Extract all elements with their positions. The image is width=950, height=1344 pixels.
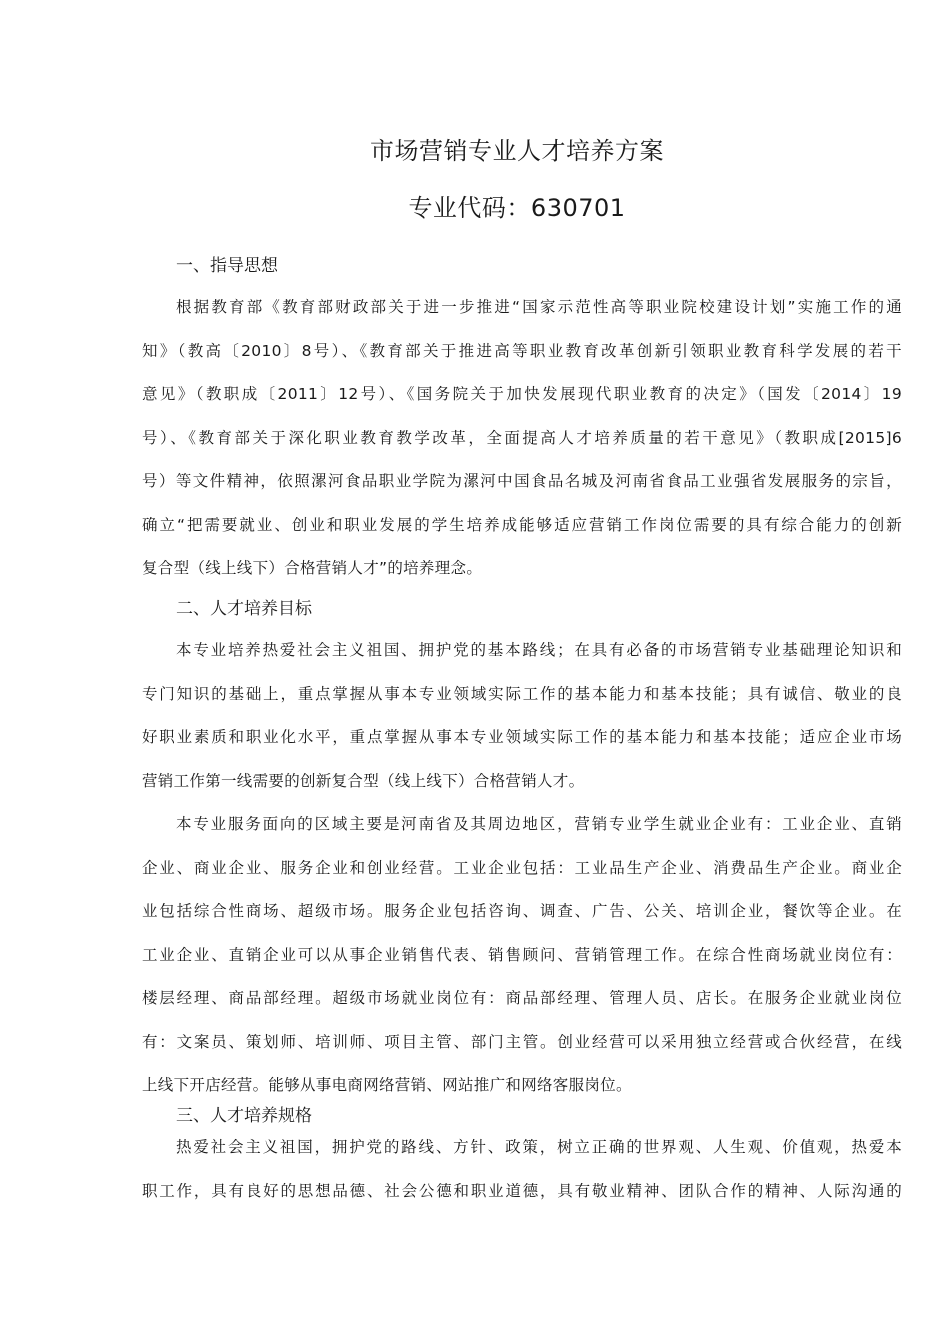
paragraph-line: 热爱社会主义祖国，拥护党的路线、方针、政策，树立正确的世界观、人生观、价值观，热爱本 — [176, 1138, 902, 1156]
major-code-line: 专业代码：630701 — [408, 194, 626, 222]
paragraph-line: 职工作，具有良好的思想品德、社会公德和职业道德，具有敬业精神、团队合作的精神、人际沟通的 — [142, 1181, 902, 1200]
paragraph-line: 本专业服务面向的区域主要是河南省及其周边地区，营销专业学生就业企业有：工业企业、直销 — [176, 815, 902, 833]
paragraph-training-goal — [142, 629, 902, 803]
paragraph-line: 有：文案员、策划师、培训师、项目主管、部门主管。创业经营可以采用独立经营或合伙经营，在线 — [142, 1032, 902, 1051]
paragraph-line: 营销工作第一线需要的创新复合型（线上线下）合格营销人才。 — [142, 771, 585, 790]
paragraph-employment-areas — [142, 803, 902, 1108]
paragraph-line: 号）、《教育部关于深化职业教育教学改革，全面提高人才培养质量的若干意见》（教职成[2015]6 — [142, 428, 902, 447]
paragraph-line: 工业企业、直销企业可以从事企业销售代表、销售顾问、营销管理工作。在综合性商场就业岗位有： — [142, 945, 902, 964]
paragraph-line: 意见》（教职成〔2011〕12号）、《国务院关于加快发展现代职业教育的决定》（国发〔2014〕19 — [142, 385, 902, 403]
paragraph-line: 号）等文件精神，依照漯河食品职业学院为漯河中国食品名城及河南省食品工业强省发展服务的宗旨， — [142, 472, 902, 490]
section-heading-training-specs: 三、人才培养规格 — [176, 1106, 312, 1126]
paragraph-line: 上线下开店经营。能够从事电商网络营销、网站推广和网络客服岗位。 — [142, 1076, 632, 1094]
section-heading-guiding-ideology: 一、指导思想 — [176, 256, 278, 276]
paragraph-line: 本专业培养热爱社会主义祖国、拥护党的基本路线；在具有必备的市场营销专业基础理论知识和 — [176, 641, 902, 659]
paragraph-line: 业包括综合性商场、超级市场。服务企业包括咨询、调查、广告、公关、培训企业，餐饮等企业。在 — [142, 902, 902, 920]
section-heading-training-goal: 二、人才培养目标 — [176, 599, 312, 619]
paragraph-line: 确立“把需要就业、创业和职业发展的学生培养成能够适应营销工作岗位需要的具有综合能力的创新 — [142, 515, 902, 534]
paragraph-guiding-ideology — [142, 286, 902, 591]
paragraph-line: 企业、商业企业、服务企业和创业经营。工业企业包括：工业品生产企业、消费品生产企业。商业企 — [142, 858, 902, 877]
paragraph-line: 知》（教高〔2010〕8号）、《教育部关于推进高等职业教育改革创新引领职业教育科学发展的若干 — [142, 341, 902, 360]
paragraph-line: 专门知识的基础上，重点掌握从事本专业领域实际工作的基本能力和基本技能；具有诚信、敬业的良 — [142, 684, 902, 703]
paragraph-line: 好职业素质和职业化水平，重点掌握从事本专业领域实际工作的基本能力和基本技能；适应企业市场 — [142, 728, 902, 746]
document-title: 市场营销专业人才培养方案 — [370, 137, 664, 165]
paragraph-line: 楼层经理、商品部经理。超级市场就业岗位有：商品部经理、管理人员、店长。在服务企业就业岗位 — [142, 989, 902, 1007]
paragraph-line: 根据教育部《教育部财政部关于进一步推进“国家示范性高等职业院校建设计划”实施工作的通 — [176, 298, 902, 316]
paragraph-training-specs — [142, 1126, 902, 1213]
paragraph-line: 复合型（线上线下）合格营销人才”的培养理念。 — [142, 559, 483, 577]
